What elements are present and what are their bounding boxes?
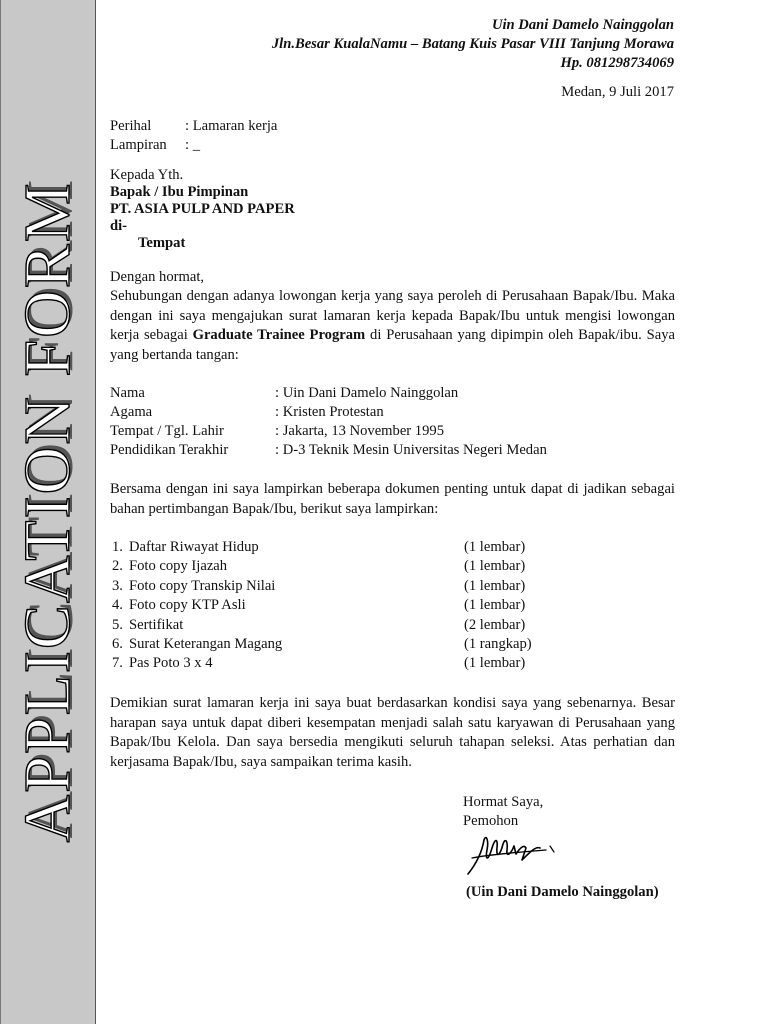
intro-paragraph	[110, 287, 675, 365]
attachment-list	[112, 538, 532, 674]
list-item: 4. Foto copy KTP Asli (1 lembar)	[112, 597, 526, 614]
recipient-greeting: Kepada Yth.	[110, 167, 184, 183]
signature-image	[462, 830, 562, 880]
recipient-place: Tempat	[138, 235, 186, 251]
perihal-label: Perihal	[110, 118, 152, 134]
list-item: 2. Foto copy Ijazah (1 lembar)	[112, 558, 526, 575]
perihal-value: : Lamaran kerja	[185, 118, 278, 134]
list-item: 6. Surat Keterangan Magang (1 rangkap)	[112, 636, 532, 653]
sidebar	[0, 0, 96, 1024]
personal-row: Pendidikan Terakhir : D-3 Teknik Mesin Universitas Negeri Medan	[110, 442, 547, 458]
sidebar-title: APPLICATION FORM	[11, 181, 84, 843]
intro-position: Graduate Trainee Program	[192, 327, 366, 343]
signer-name: (Uin Dani Damelo Nainggolan)	[466, 884, 659, 900]
personal-row: Tempat / Tgl. Lahir : Jakarta, 13 November 1995	[110, 423, 444, 439]
closing-paragraph: Demikian surat lamaran kerja ini saya buat berdasarkan kondisi saya yang sebenarnya. Besar harapan saya untuk dapat diberi kesempatan menjadi salah satu karyawan di Perusahaan yang Bapak/Ibu Kelola. Dan saya bersedia mengikuti seluruh tahapan seleksi. Atas perhatian dan kerjasama Bapak/Ibu, saya sampaikan terima kasih.	[110, 695, 675, 770]
list-item: 7. Pas Poto 3 x 4 (1 lembar)	[112, 655, 526, 672]
signoff-role: Pemohon	[463, 813, 519, 829]
sender-phone: Hp. 081298734069	[560, 55, 674, 71]
list-item: 5. Sertifikat (2 lembar)	[112, 616, 526, 633]
sender-name: Uin Dani Damelo Nainggolan	[491, 17, 674, 33]
intro-block	[110, 268, 675, 365]
recipient-block	[110, 167, 675, 252]
intro-part2: di Perusahaan yang dipimpin oleh Bapak/ibu. Saya yang bertanda tangan:	[110, 327, 675, 363]
opening-text: Dengan hormat,	[110, 269, 205, 285]
recipient-di: di-	[110, 218, 128, 234]
list-item: 1. Daftar Riwayat Hidup (1 lembar)	[112, 539, 526, 555]
personal-info	[110, 384, 675, 460]
recipient-line1: Bapak / Ibu Pimpinan	[110, 184, 249, 200]
attachments-intro: Bersama dengan ini saya lampirkan beberapa dokumen penting untuk dapat di jadikan sebagai bahan pertimbangan Bapak/Ibu, berikut saya lampirkan:	[110, 481, 675, 517]
intro-part1: Sehubungan dengan adanya lowongan kerja yang saya peroleh di Perusahaan Bapak/Ibu. Maka dengan ini saya mengajukan surat lamaran kerja kepada Bapak/Ibu untuk mengisi lowongan kerja sebagai	[110, 288, 675, 343]
list-item: 3. Foto copy Transkip Nilai (1 lembar)	[112, 577, 526, 594]
sender-address: Jln.Besar KualaNamu – Batang Kuis Pasar VIII Tanjung Morawa	[271, 36, 674, 52]
subject-block	[110, 117, 675, 155]
lampiran-value: : _	[185, 137, 200, 153]
sender-header	[272, 16, 674, 73]
signoff-block	[463, 793, 543, 831]
recipient-company: PT. ASIA PULP AND PAPER	[110, 201, 295, 217]
personal-row: Nama : Uin Dani Damelo Nainggolan	[110, 385, 459, 401]
signoff-greeting: Hormat Saya,	[463, 794, 544, 810]
lampiran-label: Lampiran	[110, 137, 167, 153]
personal-row: Agama : Kristen Protestan	[110, 404, 384, 420]
letter-date: Medan, 9 Juli 2017	[561, 84, 674, 100]
